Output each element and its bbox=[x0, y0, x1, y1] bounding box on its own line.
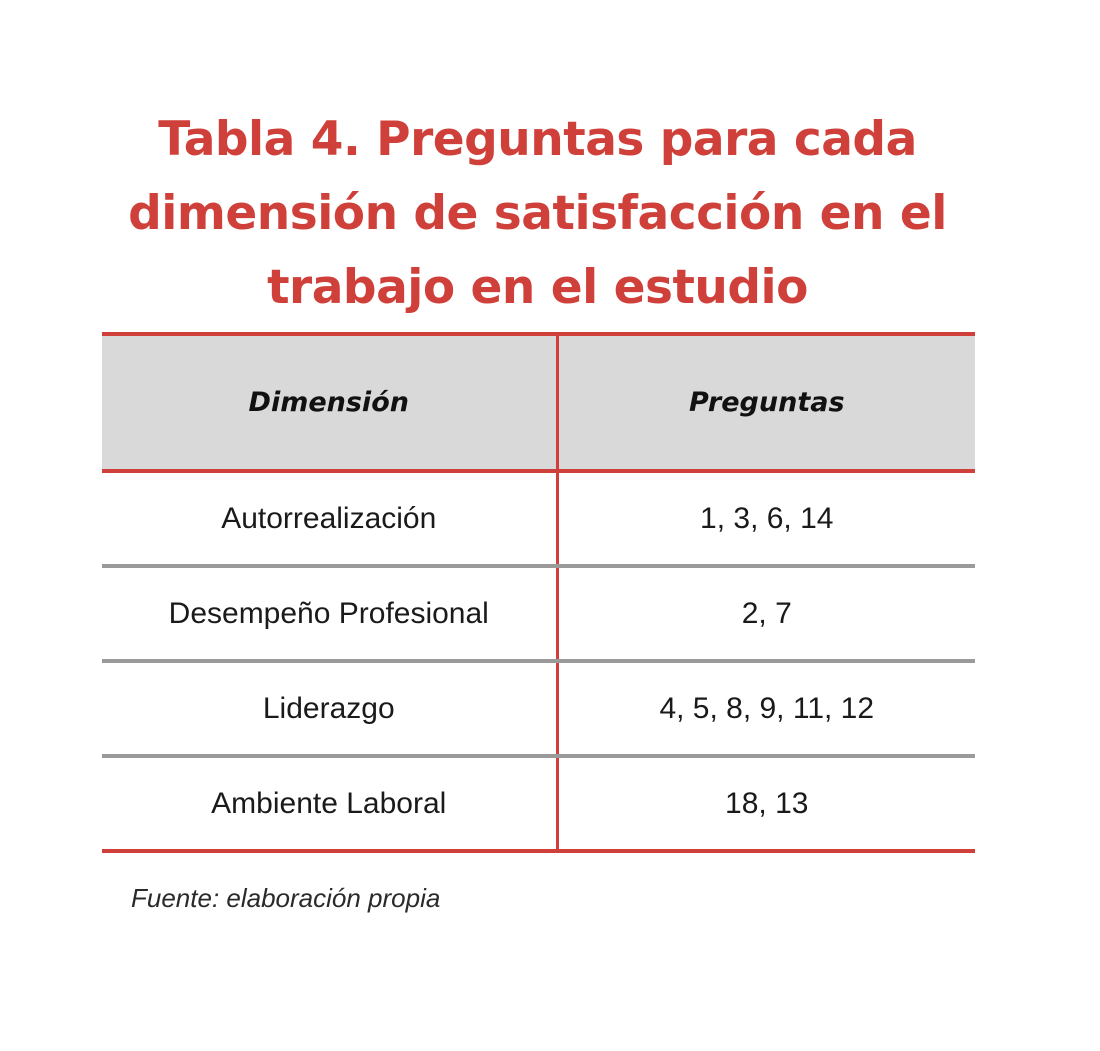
table-title-line-1: Tabla 4. Preguntas para cada bbox=[158, 112, 917, 167]
dimension-cell: Autorrealización bbox=[102, 471, 557, 566]
table-row bbox=[102, 471, 975, 566]
table-row bbox=[102, 661, 975, 756]
table-title-line-2: dimensión de satisfacción en el bbox=[128, 186, 947, 241]
table-title bbox=[100, 103, 975, 325]
questions-cell: 2, 7 bbox=[557, 566, 975, 661]
questions-table bbox=[102, 332, 975, 853]
table-row bbox=[102, 756, 975, 851]
source-note: Fuente: elaboración propia bbox=[131, 883, 441, 913]
dimension-cell: Ambiente Laboral bbox=[102, 756, 557, 851]
questions-cell: 1, 3, 6, 14 bbox=[557, 471, 975, 566]
dimension-cell: Liderazgo bbox=[102, 661, 557, 756]
questions-cell: 18, 13 bbox=[557, 756, 975, 851]
column-header-questions: Preguntas bbox=[557, 334, 975, 471]
table-header-row bbox=[102, 334, 975, 471]
column-header-dimension: Dimensión bbox=[102, 334, 557, 471]
table-row bbox=[102, 566, 975, 661]
questions-cell: 4, 5, 8, 9, 11, 12 bbox=[557, 661, 975, 756]
table-title-line-3: trabajo en el estudio bbox=[267, 260, 808, 315]
dimension-cell: Desempeño Profesional bbox=[102, 566, 557, 661]
